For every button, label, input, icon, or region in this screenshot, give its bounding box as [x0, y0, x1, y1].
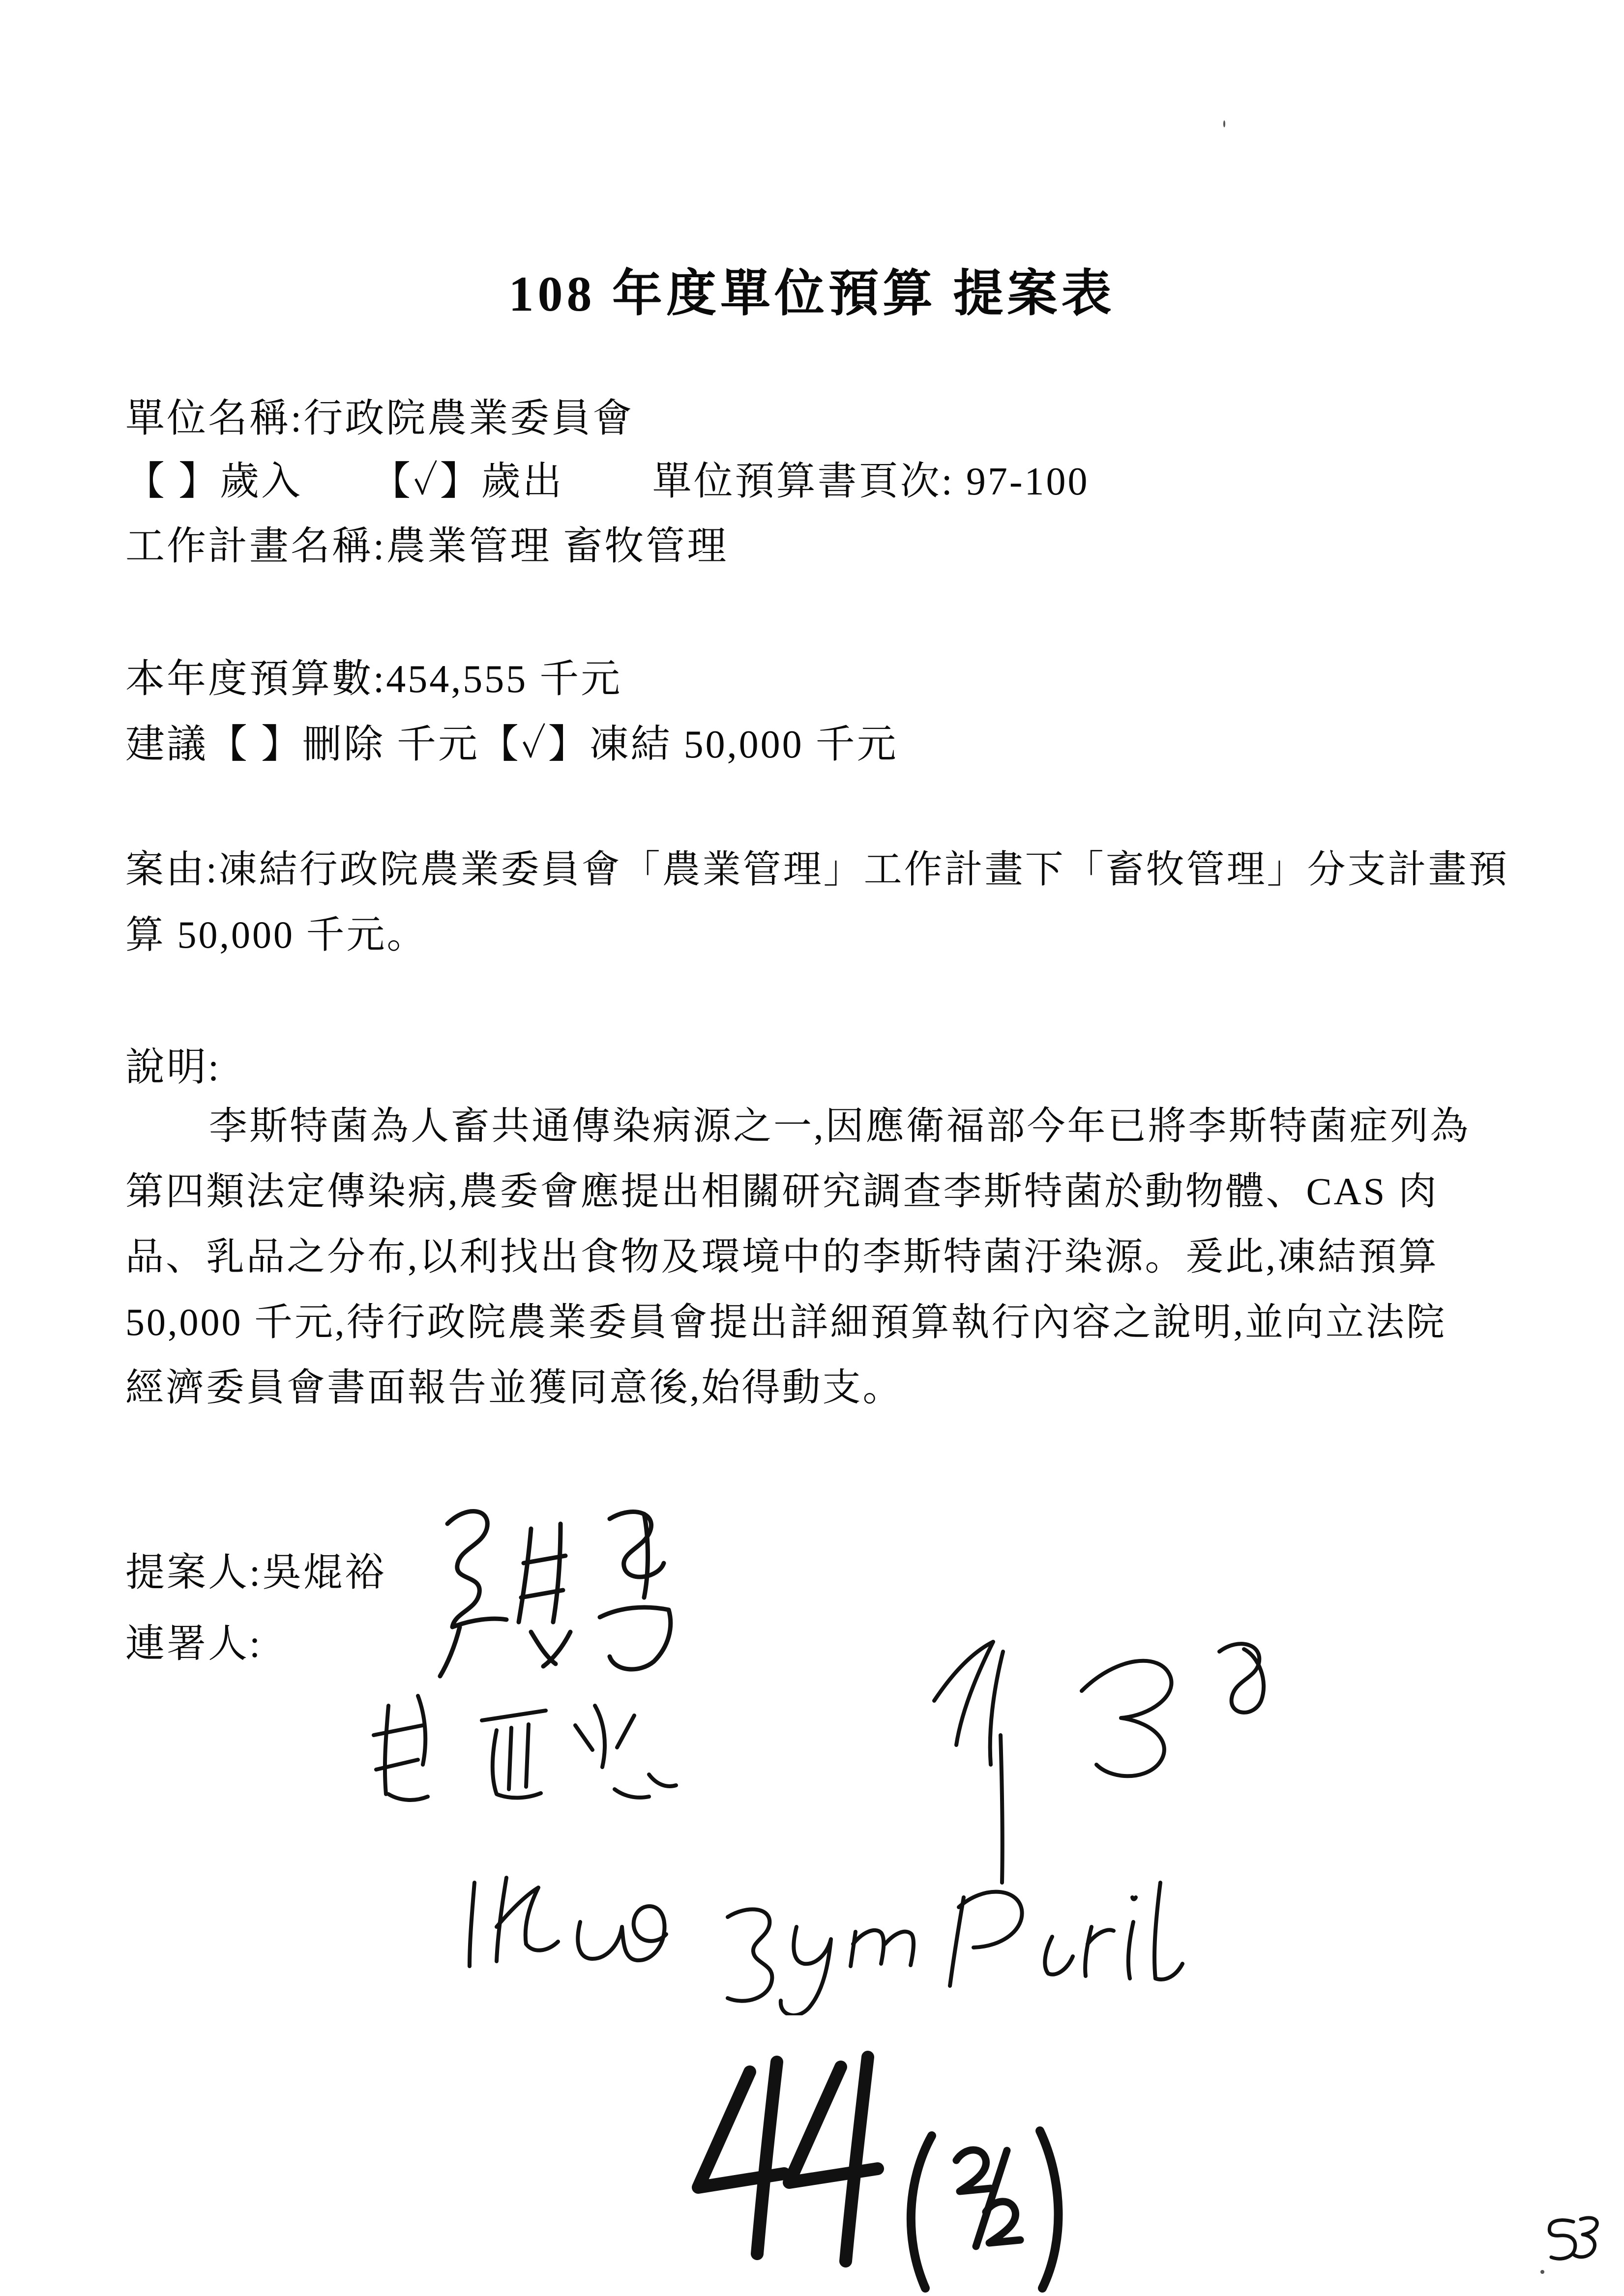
explanation-line-2: 第四類法定傳染病,農委會應提出相關研究調查李斯特菌於動物體、CAS 肉	[125, 1170, 1439, 1213]
explanation-label: 說明:	[125, 1046, 221, 1089]
scan-noise-speck	[1223, 120, 1225, 127]
revenue-checkbox: 【 】歲入	[125, 460, 302, 503]
work-plan-line: 工作計畫名稱:農業管理 畜牧管理	[125, 525, 729, 568]
scan-noise-speck	[1540, 2270, 1544, 2274]
cosigner-signature-3	[452, 1853, 1200, 2015]
cosigner-label: 連署人:	[125, 1623, 263, 1666]
expenditure-checkbox-checked: 【✓】歲出	[371, 460, 564, 503]
cosigner-signature-1	[359, 1676, 733, 1824]
handwritten-number-44-page-fraction	[683, 2035, 1101, 2296]
explanation-line-5: 經濟委員會書面報告並獲同意後,始得動支。	[125, 1366, 903, 1409]
proposer-signature	[413, 1494, 708, 1681]
document-title: 108 年度單位預算 提案表	[508, 266, 1116, 322]
explanation-line-1: 李斯特菌為人畜共通傳染病源之一,因應衛福部今年已將李斯特菌症列為	[209, 1104, 1471, 1147]
recommendation-freeze-line: 建議【 】刪除 千元【✓】凍結 50,000 千元	[125, 723, 898, 766]
proposer-line: 提案人:吳焜裕	[125, 1551, 386, 1595]
unit-name-line: 單位名稱:行政院農業委員會	[125, 397, 634, 440]
explanation-line-3: 品、乳品之分布,以利找出食物及環境中的李斯特菌汙染源。爰此,凍結預算	[125, 1235, 1439, 1278]
checkbox-line	[125, 462, 1089, 501]
budget-book-pages: 單位預算書頁次: 97-100	[652, 460, 1090, 503]
case-summary-line-1: 案由:凍結行政院農業委員會「農業管理」工作計畫下「畜牧管理」分支計畫預	[125, 848, 1509, 891]
handwritten-page-number-53	[1532, 2209, 1600, 2268]
current-year-budget-line: 本年度預算數:454,555 千元	[125, 658, 622, 701]
case-summary-line-2: 算 50,000 千元。	[125, 913, 427, 956]
explanation-line-4: 50,000 千元,待行政院農業委員會提出詳細預算執行內容之說明,並向立法院	[125, 1301, 1447, 1343]
